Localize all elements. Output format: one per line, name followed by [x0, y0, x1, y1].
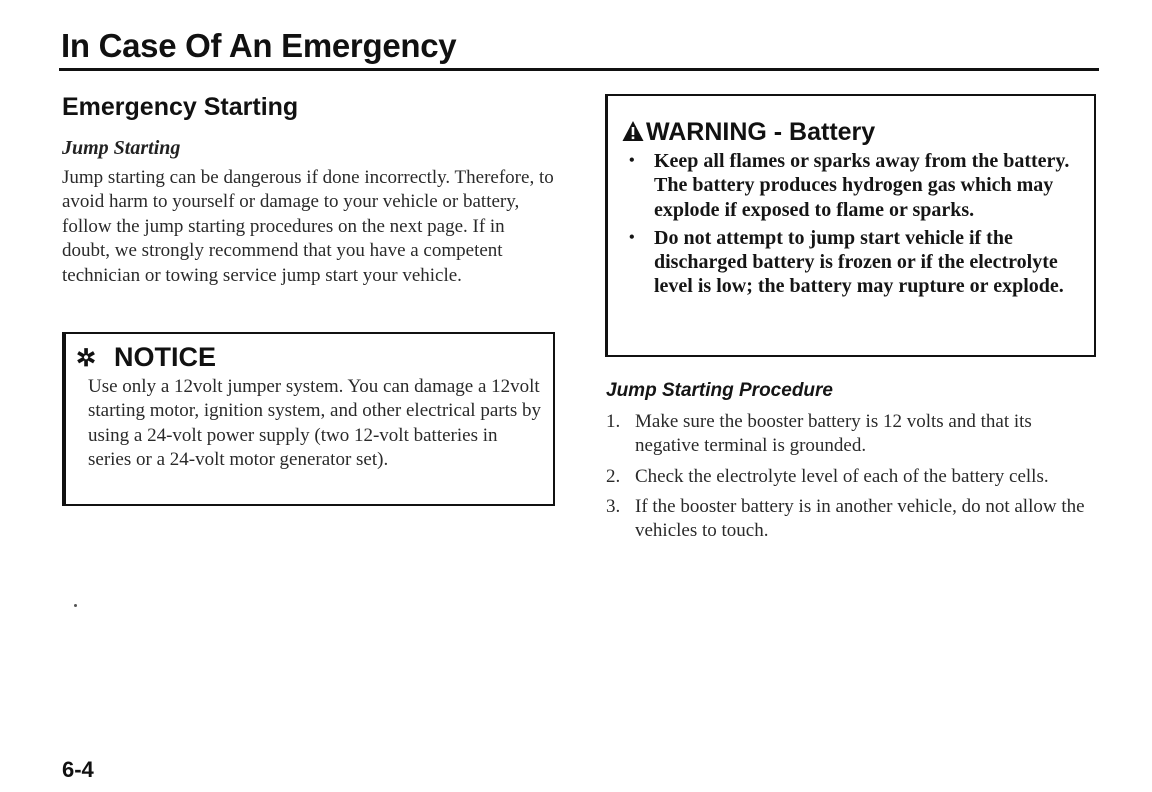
step-number: 3. — [606, 495, 621, 517]
bullet-icon: • — [629, 228, 635, 246]
procedure-step — [606, 465, 1086, 489]
step-number: 2. — [606, 465, 621, 487]
warning-list — [626, 149, 1086, 303]
warning-heading-row — [622, 115, 875, 149]
notice-box — [62, 332, 555, 506]
scan-speck — [74, 604, 77, 607]
step-text: Check the electrolyte level of each of the battery cells. — [635, 465, 1049, 487]
warning-item-text: Keep all flames or sparks away from the battery. The battery produces hydrogen gas which may explode if exposed to flame or sparks. — [654, 150, 1070, 221]
procedure-step — [606, 410, 1086, 459]
chapter-title: In Case Of An Emergency — [61, 27, 457, 64]
step-text: Make sure the booster battery is 12 volts and that its negative terminal is grounded. — [635, 411, 1032, 457]
procedure-title: Jump Starting Procedure — [606, 380, 833, 401]
asterisk-icon: ✲ — [76, 345, 97, 372]
notice-heading: NOTICE — [114, 342, 217, 372]
notice-text: Use only a 12volt jumper system. You can damage a 12volt starting motor, ignition system, and other electrical parts by using a 24-volt power supply (two 12-volt batteries in series or a 24-volt motor generator set). — [88, 376, 542, 471]
sub-title: Jump Starting — [62, 137, 181, 159]
procedure-step — [606, 495, 1086, 544]
notice-heading-row — [76, 339, 216, 377]
warning-heading: WARNING - Battery — [646, 118, 876, 146]
title-rule — [59, 68, 1099, 71]
intro-paragraph: Jump starting can be dangerous if done incorrectly. Therefore, to avoid harm to yourself or damage to your vehicle or battery, follow the jump starting procedures on the next page. If in doubt, we strongly recommend that you have a competent technician or towing service jump start your vehicle. — [62, 167, 554, 286]
procedure-steps — [606, 410, 1086, 549]
step-text: If the booster battery is in another vehicle, do not allow the vehicles to touch. — [635, 495, 1085, 542]
step-number: 1. — [606, 411, 621, 432]
section-title: Emergency Starting — [62, 93, 299, 121]
warning-item — [626, 226, 1086, 299]
warning-item — [626, 149, 1086, 222]
warning-box — [605, 94, 1096, 357]
bullet-icon: • — [629, 152, 635, 169]
page-number: 6-4 — [62, 757, 94, 782]
warning-item-text: Do not attempt to jump start vehicle if the discharged battery is frozen or if the electrolyte level is low; the battery may rupture or explode. — [654, 226, 1064, 298]
warning-triangle-icon — [622, 120, 644, 142]
